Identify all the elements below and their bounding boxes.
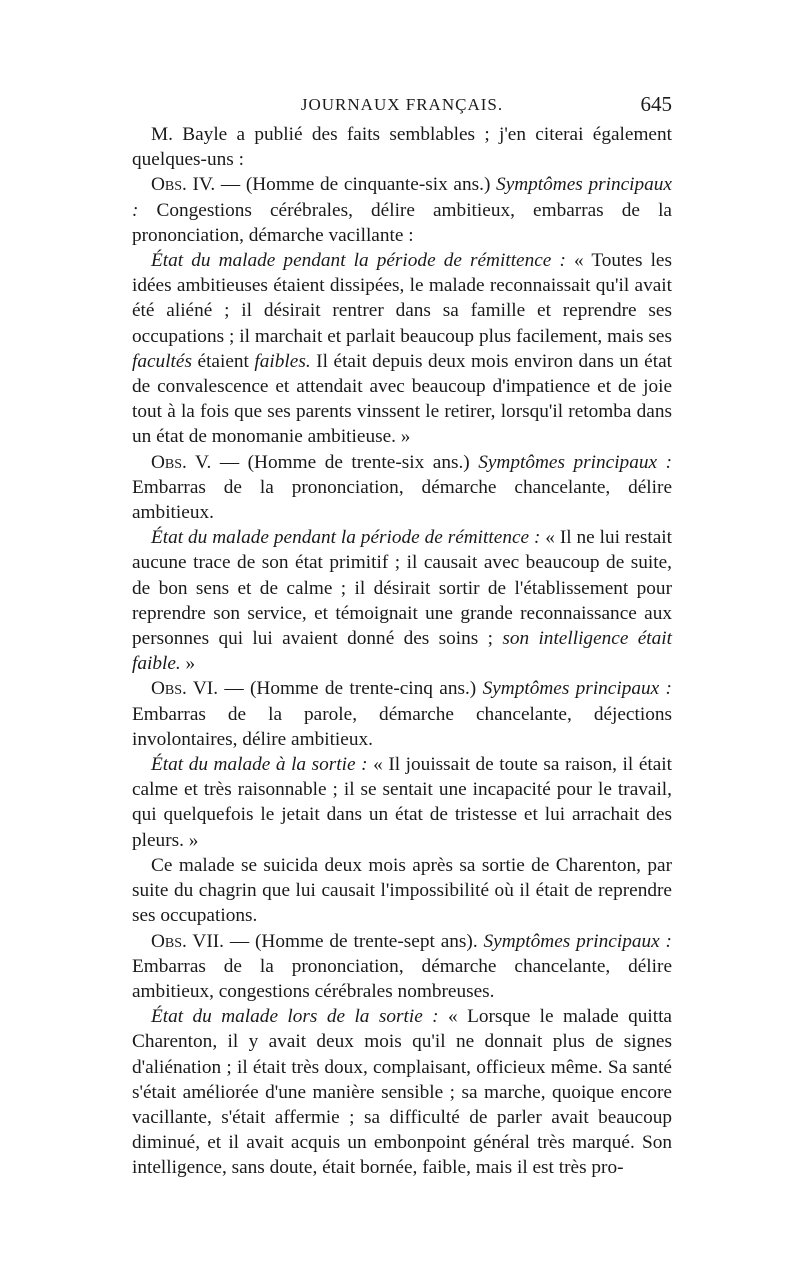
text-run: Embarras de la prononciation, démarche chancelante, délire ambitieux, congestions cérébrales nombreuses. <box>132 955 672 1002</box>
paragraph <box>132 1004 672 1180</box>
observation-label: Obs. V. <box>151 451 212 473</box>
italic-text: faibles. <box>254 350 311 372</box>
paragraph <box>132 929 672 1005</box>
italic-text: Symptômes principaux : <box>482 678 672 700</box>
italic-text: État du malade pendant la période de rémittence : <box>151 527 541 549</box>
paragraph <box>132 450 672 526</box>
text-run: Il était depuis deux mois environ dans un état de convalescence et attendait avec beaucoup d'impatience et de joie tout à la fois que ses parents vinssent le retirer, lorsqu'il retomba dans un état de monomanie ambitieuse. » <box>132 350 672 448</box>
text-run: « Il jouissait de toute sa raison, il était calme et très raisonnable ; il se sentait une incapacité pour le travail, qui quelquefois le jetait dans un état de tristesse et lui arrachait des pleurs. » <box>132 754 673 851</box>
page-number: 645 <box>640 92 672 116</box>
paragraph <box>132 248 672 450</box>
text-run: M. Bayle a publié des faits semblables ; j'en citerai également quelques-uns : <box>132 124 672 171</box>
text-run: — (Homme de cinquante-six ans.) <box>215 174 497 196</box>
paragraph <box>132 752 672 853</box>
page-body <box>132 122 672 1181</box>
paragraph <box>132 525 672 676</box>
italic-text: État du malade pendant la période de rémittence : <box>151 250 566 272</box>
running-title: JOURNAUX FRANÇAIS. <box>300 95 504 114</box>
italic-text: Symptômes principaux : <box>478 451 672 473</box>
paragraph <box>132 172 672 248</box>
text-run: Embarras de la prononciation, démarche chancelante, délire ambitieux. <box>132 476 672 524</box>
text-run: étaient <box>191 350 255 372</box>
text-run: — (Homme de trente-six ans.) <box>211 451 479 473</box>
text-run: « Lorsque le malade quitta Charenton, il y avait deux mois qu'il ne donnait plus de signes d'aliénation ; il était très doux, complaisant, officieux même. Sa santé s'était améliorée d'une manière sensible ; sa marche, quoique encore vacillante, s'était affermie ; sa difficulté de parler avait beaucoup diminué, et il avait acquis un embonpoint général très marqué. Son intelligence, sans doute, était bornée, faible, mais il est très pro- <box>132 1006 672 1179</box>
italic-text: État du malade lors de la sortie : <box>151 1006 439 1028</box>
italic-text: facultés <box>132 350 192 372</box>
text-run: Congestions cérébrales, délire ambitieux, embarras de la prononciation, démarche vacillante : <box>132 199 672 246</box>
text-run: Embarras de la parole, démarche chancelante, déjections involontaires, délire ambitieux. <box>132 703 672 750</box>
observation-label: Obs. IV. <box>151 174 216 196</box>
paragraph <box>132 676 672 752</box>
observation-label: Obs. VII. <box>151 930 224 952</box>
italic-text: son intelligence était faible. <box>132 628 673 675</box>
observation-label: Obs. VI. <box>151 678 219 700</box>
italic-text: Symptômes principaux : <box>132 174 672 221</box>
text-run: « Toutes les idées ambitieuses étaient dissipées, le malade reconnaissait qu'il avait été aliéné ; il désirait rentrer dans sa famille et reprendre ses occupations ; il marchait et parlait beaucoup plus facilement, mais ses <box>132 250 672 347</box>
italic-text: Symptômes principaux : <box>483 930 672 952</box>
text-run: — (Homme de trente-cinq ans.) <box>218 678 483 700</box>
text-run: Ce malade se suicida deux mois après sa sortie de Charenton, par suite du chagrin que lui causait l'impossibilité où il était de reprendre ses occupations. <box>132 854 672 927</box>
italic-text: État du malade à la sortie : <box>151 754 368 776</box>
paragraph <box>132 853 672 929</box>
text-run: » <box>180 653 196 675</box>
text-run: — (Homme de trente-sept ans). <box>223 930 484 952</box>
page-header <box>132 92 672 122</box>
text-run: « Il ne lui restait aucune trace de son état primitif ; il causait avec beaucoup de suite, de bon sens et de calme ; il désirait sortir de l'établissement pour reprendre son service, et témoignait une grande reconnaissance aux personnes qui lui avaient donné des soins ; <box>132 527 672 650</box>
paragraph <box>132 122 672 172</box>
